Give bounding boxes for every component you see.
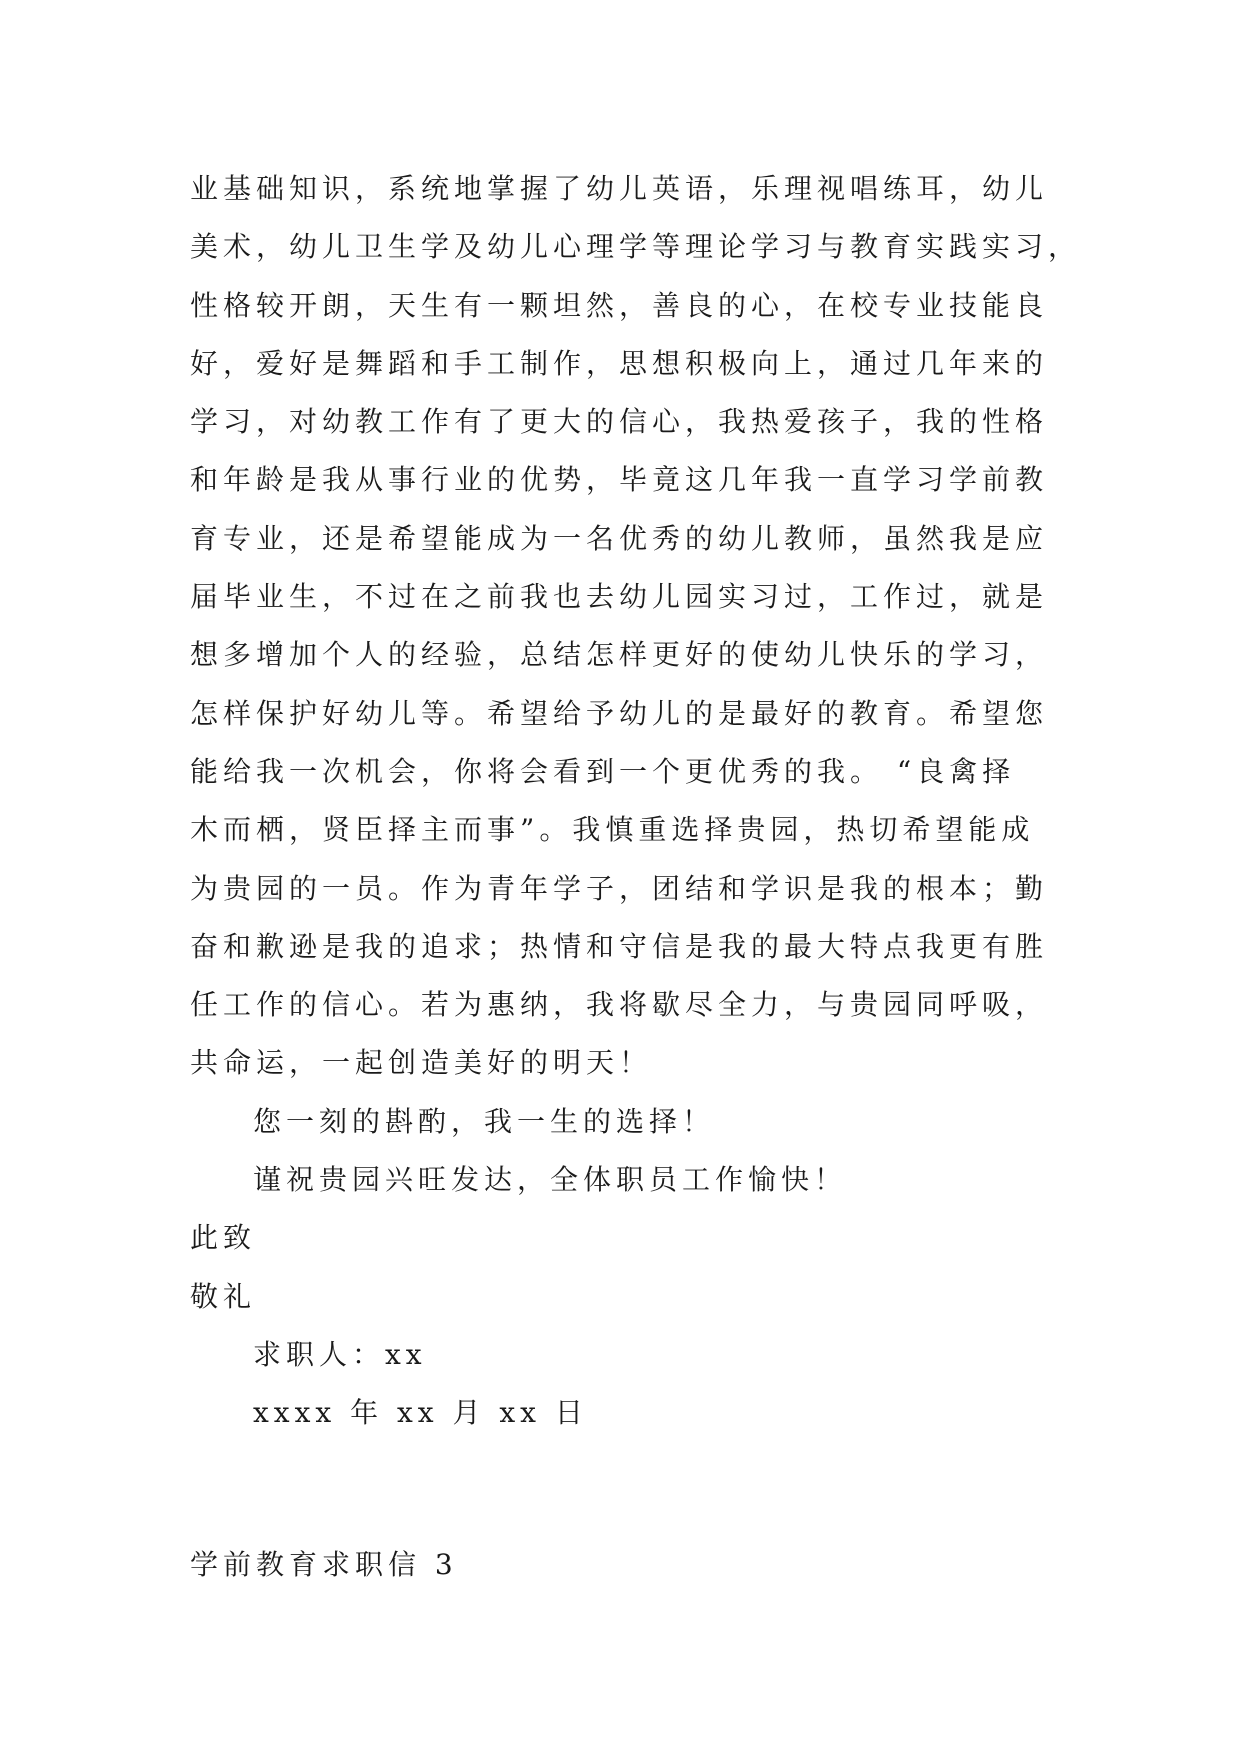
body-line-9: 想多增加个人的经验，总结怎样更好的使幼儿快乐的学习， [190, 638, 1049, 672]
body-line-2: 美术，幼儿卫生学及幼儿心理学等理论学习与教育实践实习， [190, 230, 1082, 264]
body-line-10: 怎样保护好幼儿等。希望给予幼儿的是最好的教育。希望您 [190, 696, 1049, 730]
body-line-11: 能给我一次机会，你将会看到一个更优秀的我。 “良禽择 [190, 754, 1016, 788]
body-line-3: 性格较开朗，天生有一颗坦然，善良的心，在校专业技能良 [190, 288, 1049, 322]
body-line-7: 育专业，还是希望能成为一名优秀的幼儿教师，虽然我是应 [190, 521, 1049, 555]
body-line-14: 奋和歉逊是我的追求；热情和守信是我的最大特点我更有胜 [190, 929, 1049, 963]
body-line-13: 为贵园的一员。作为青年学子，团结和学识是我的根本；勤 [190, 871, 1049, 905]
salutation-line-2: 敬礼 [190, 1279, 257, 1313]
body-line-8: 届毕业生，不过在之前我也去幼儿园实习过，工作过，就是 [190, 580, 1049, 614]
signature-line: 求职人：xx [253, 1337, 427, 1371]
body-line-16: 共命运，一起创造美好的明天！ [190, 1046, 653, 1080]
body-line-4: 好，爱好是舞蹈和手工制作，思想积极向上，通过几年来的 [190, 346, 1049, 380]
section-title: 学前教育求职信 3 [190, 1547, 458, 1581]
closing-line-1: 您一刻的斟酌，我一生的选择！ [253, 1104, 716, 1138]
body-line-1: 业基础知识，系统地掌握了幼儿英语，乐理视唱练耳，幼儿 [190, 172, 1049, 205]
letter-body [190, 160, 1090, 1594]
body-line-15: 任工作的信心。若为惠纳，我将歇尽全力，与贵园同呼吸， [190, 988, 1049, 1022]
section-spacer [190, 1443, 1090, 1536]
body-line-5: 学习，对幼教工作有了更大的信心，我热爱孩子，我的性格 [190, 405, 1049, 439]
date-line: xxxx 年 xx 月 xx 日 [253, 1396, 588, 1430]
body-line-12: 木而栖，贤臣择主而事”。我慎重选择贵园，热切希望能成 [190, 813, 1035, 847]
closing-line-2: 谨祝贵园兴旺发达，全体职员工作愉快！ [253, 1163, 848, 1197]
body-line-6: 和年龄是我从事行业的优势，毕竟这几年我一直学习学前教 [190, 463, 1049, 497]
salutation-line-1: 此致 [190, 1221, 257, 1255]
